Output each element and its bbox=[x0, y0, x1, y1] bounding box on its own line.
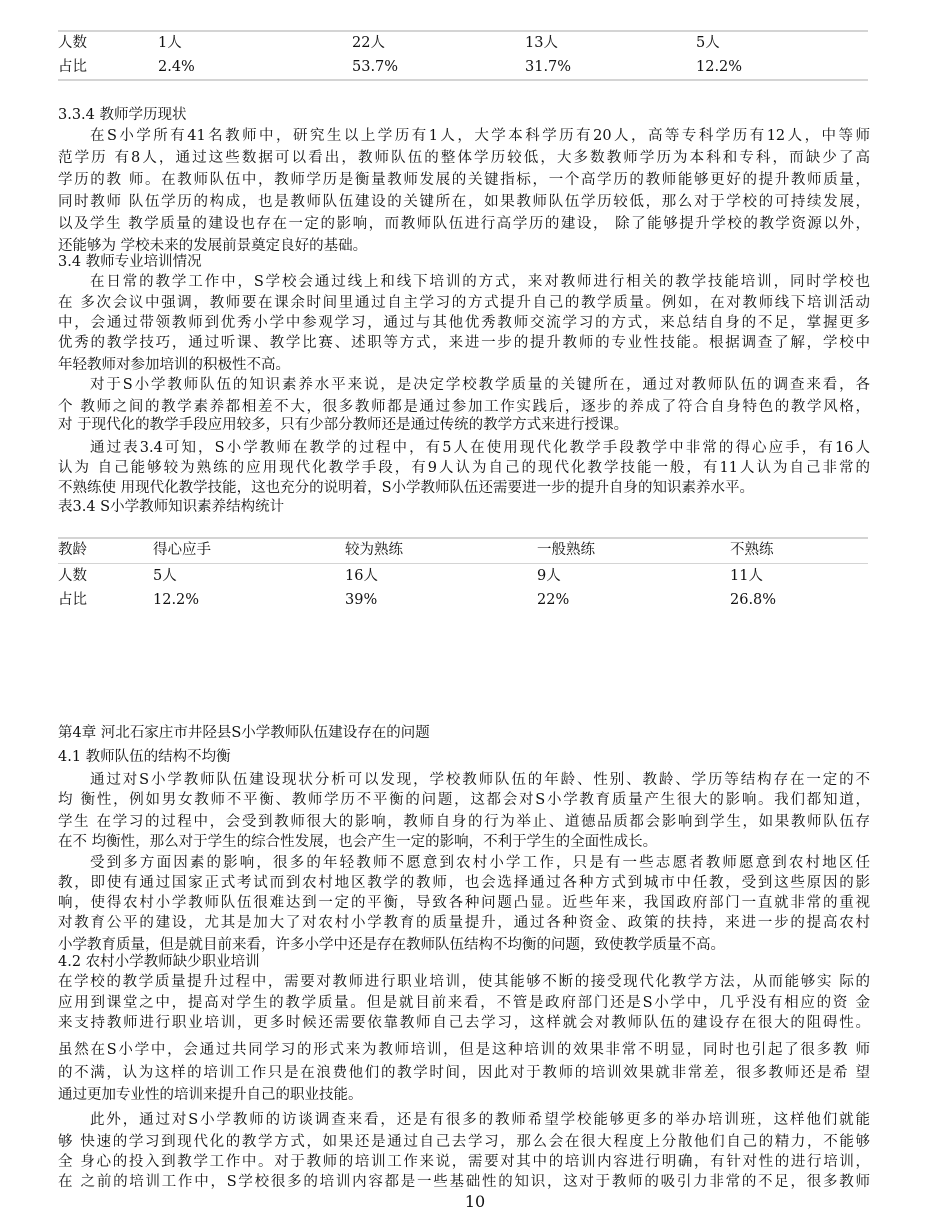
table-header-cell: 较为熟练 bbox=[345, 542, 403, 558]
table-top-border bbox=[58, 30, 868, 32]
table-header-cell: 一般熟练 bbox=[537, 542, 595, 558]
paragraph-line: 在 多次会议中强调，教师要在课余时间里通过自主学习的方式提升自己的教学质量。例如，在对教师线下培训活动 bbox=[58, 295, 870, 311]
paragraph-line: 全 身心的投入到教学工作中。对于教师的培训工作来说，需要对其中的培训内容进行明确，有针对性的进行培训， bbox=[58, 1154, 870, 1170]
paragraph-line: 不熟练使 用现代化教学技能，这也充分的说明着，S小学教师队伍还需要进一步的提升自身的知识素养水平。 bbox=[58, 480, 755, 496]
table-cell: 1人 bbox=[158, 35, 182, 51]
table-cell: 5人 bbox=[696, 35, 720, 51]
table-cell: 16人 bbox=[345, 568, 378, 584]
table-caption: 表3.4 S小学教师知识素养结构统计 bbox=[58, 499, 285, 515]
table-header-border bbox=[58, 563, 868, 564]
paragraph-line: 在不 均衡性，那么对于学生的综合性发展，也会产生一定的影响，不利于学生的全面性成长。 bbox=[58, 834, 658, 850]
table-bottom-border bbox=[58, 79, 868, 81]
paragraph-line: 优秀的教学技巧，通过听课、教学比赛、述职等方式，来进一步的提升教师的专业性技能。根据调查了解，学校中 bbox=[58, 335, 870, 351]
paragraph-line: 对于S小学教师队伍的知识素养水平来说，是决定学校教学质量的关键所在，通过对教师队伍的调查来看，各 bbox=[90, 377, 870, 393]
paragraph-line: 的不满，认为这样的培训工作只是在浪费他们的教学时间，因此对于教师的培训效果就非常差，很多教师还是希 望 bbox=[58, 1065, 870, 1081]
table-cell: 12.2% bbox=[153, 592, 200, 608]
table-cell: 占比 bbox=[58, 592, 87, 608]
table-cell: 9人 bbox=[537, 568, 561, 584]
table-cell: 占比 bbox=[58, 59, 87, 75]
table-cell: 2.4% bbox=[158, 59, 195, 75]
paragraph-line: 响，使得农村小学教师队伍很难达到一定的平衡，导致各种问题凸显。近些年来，我国政府部门一直就非常的重视 bbox=[58, 895, 870, 911]
table-header-cell: 不熟练 bbox=[730, 542, 774, 558]
paragraph-line: 在 之前的培训工作中，S学校很多的培训内容都是一些基础性的知识，这对于教师的吸引力非常的不足，很多教师 bbox=[58, 1174, 870, 1190]
paragraph-line: 个 教师之间的教学素养都相差不大，很多教师都是通过参加工作实践后，逐步的养成了符合自身特色的教学风格， bbox=[58, 399, 870, 415]
paragraph-line: 对 于现代化的教学手段应用较多，只有少部分教师还是通过传统的教学方式来进行授课。 bbox=[58, 417, 629, 433]
section-heading: 3.4 教师专业培训情况 bbox=[58, 254, 202, 270]
paragraph-line: 范学历 有8人，通过这些数据可以看出，教师队伍的整体学历较低，大多数教师学历为本科和专科，而缺少了高 bbox=[58, 150, 870, 166]
paragraph-line: 小学教育质量，但是就目前来看，许多小学中还是存在教师队伍结构不均衡的问题，致使教学质量不高。 bbox=[58, 937, 725, 953]
paragraph-line: 学生 在学习的过程中，会受到教师很大的影响，教师自身的行为举止、道德品质都会影响到学生，如果教师队伍存 bbox=[58, 814, 870, 830]
table-cell: 11人 bbox=[730, 568, 763, 584]
paragraph-line: 通过对S小学教师队伍建设现状分析可以发现，学校教师队伍的年龄、性别、教龄、学历等结构存在一定的不 bbox=[90, 772, 870, 788]
section-heading: 4.2 农村小学教师缺少职业培训 bbox=[58, 954, 260, 970]
paragraph-line: 够 快速的学习到现代化的教学方式，如果还是通过自己去学习，那么会在很大程度上分散他们自己的精力，不能够 bbox=[58, 1134, 870, 1150]
table-header-cell: 得心应手 bbox=[153, 542, 211, 558]
paragraph-line: 以及学生 教学质量的建设也存在一定的影响，而教师队伍进行高学历的建设， 除了能够提升学校的教学资源以外， bbox=[58, 216, 870, 232]
paragraph-line: 均 衡性，例如男女教师不平衡、教师学历不平衡的问题，这都会对S小学教育质量产生很大的影响。我们都知道， bbox=[58, 792, 870, 808]
table-cell: 26.8% bbox=[730, 592, 777, 608]
table-header-cell: 教龄 bbox=[58, 542, 87, 558]
section-heading: 4.1 教师队伍的结构不均衡 bbox=[58, 749, 231, 765]
paragraph-line: 学历的教 师。在教师队伍中，教师学历是衡量教师发展的关键指标，一个高学历的教师能够更好的提升教师质量， bbox=[58, 172, 870, 188]
paragraph-line: 受到多方面因素的影响，很多的年轻教师不愿意到农村小学工作，只是有一些志愿者教师愿意到农村地区任 bbox=[90, 855, 870, 871]
paragraph-line: 对教育公平的建设，尤其是加大了对农村小学教育的质量提升，通过各种资金、政策的扶持，来进一步的提高农村 bbox=[58, 915, 870, 931]
paragraph-line: 应用到课堂之中，提高对学生的教学质量。但是就目前来看，不管是政府部门还是S小学中，几乎没有相应的资 金 bbox=[58, 995, 870, 1011]
table-top-border bbox=[58, 537, 868, 539]
paragraph-line: 还能够为 学校未来的发展前景奠定良好的基础。 bbox=[58, 238, 368, 254]
table-cell: 39% bbox=[345, 592, 378, 608]
page-number: 10 bbox=[464, 1192, 486, 1211]
table-cell: 5人 bbox=[153, 568, 177, 584]
paragraph-line: 虽然在S小学中，会通过共同学习的形式来为教师培训，但是这种培训的效果非常不明显，同时也引起了很多教 师 bbox=[58, 1042, 870, 1058]
table-cell: 12.2% bbox=[696, 59, 743, 75]
paragraph-line: 教，即使有通过国家正式考试而到农村地区教学的教师，也会选择通过各种方式到城市中任教，受到这些原因的影 bbox=[58, 875, 870, 891]
paragraph-line: 来支持教师进行职业培训，更多时候还需要依靠教师自己去学习，这样就会对教师队伍的建设存在很大的阻碍性。 bbox=[58, 1015, 870, 1031]
paragraph-line: 在S小学所有41名教师中，研究生以上学历有1人，大学本科学历有20人，高等专科学历有12人，中等师 bbox=[90, 128, 870, 144]
table-cell: 人数 bbox=[58, 35, 87, 51]
paragraph-line: 通过表3.4可知，S小学教师在教学的过程中，有5人在使用现代化教学手段教学中非常的得心应手，有16人 bbox=[90, 440, 870, 456]
table-cell: 人数 bbox=[58, 568, 87, 584]
section-heading: 3.3.4 教师学历现状 bbox=[58, 107, 187, 123]
paragraph-line: 认为 自己能够较为熟练的应用现代化教学手段，有9人认为自己的现代化教学技能一般，有11人认为自己非常的 bbox=[58, 460, 870, 476]
paragraph-line: 同时教师 队伍学历的构成，也是教师队伍建设的关键所在，如果教师队伍学历较低，那么对于学校的可持续发展， bbox=[58, 194, 870, 210]
chapter-heading: 第4章 河北石家庄市井陉县S小学教师队伍建设存在的问题 bbox=[58, 725, 430, 741]
paragraph-line: 年轻教师对参加培训的积极性不高。 bbox=[58, 357, 290, 373]
table-cell: 22人 bbox=[352, 35, 385, 51]
paragraph-line: 在学校的教学质量提升过程中，需要对教师进行职业培训，使其能够不断的接受现代化教学方法，从而能够实 际的 bbox=[58, 974, 870, 990]
table-cell: 31.7% bbox=[525, 59, 572, 75]
paragraph-line: 中，会通过带领教师到优秀小学中参观学习，通过与其他优秀教师交流学习的方式，来总结自身的不足，掌握更多 bbox=[58, 315, 870, 331]
paragraph-line: 此外，通过对S小学教师的访谈调查来看，还是有很多的教师希望学校能够更多的举办培训班，这样他们就能 bbox=[90, 1112, 870, 1128]
table-cell: 13人 bbox=[525, 35, 558, 51]
paragraph-line: 通过更加专业性的培训来提升自己的职业技能。 bbox=[58, 1087, 363, 1103]
paragraph-line: 在日常的教学工作中，S学校会通过线上和线下培训的方式，来对教师进行相关的教学技能培训，同时学校也 bbox=[90, 274, 870, 290]
table-cell: 22% bbox=[537, 592, 570, 608]
table-cell: 53.7% bbox=[352, 59, 399, 75]
